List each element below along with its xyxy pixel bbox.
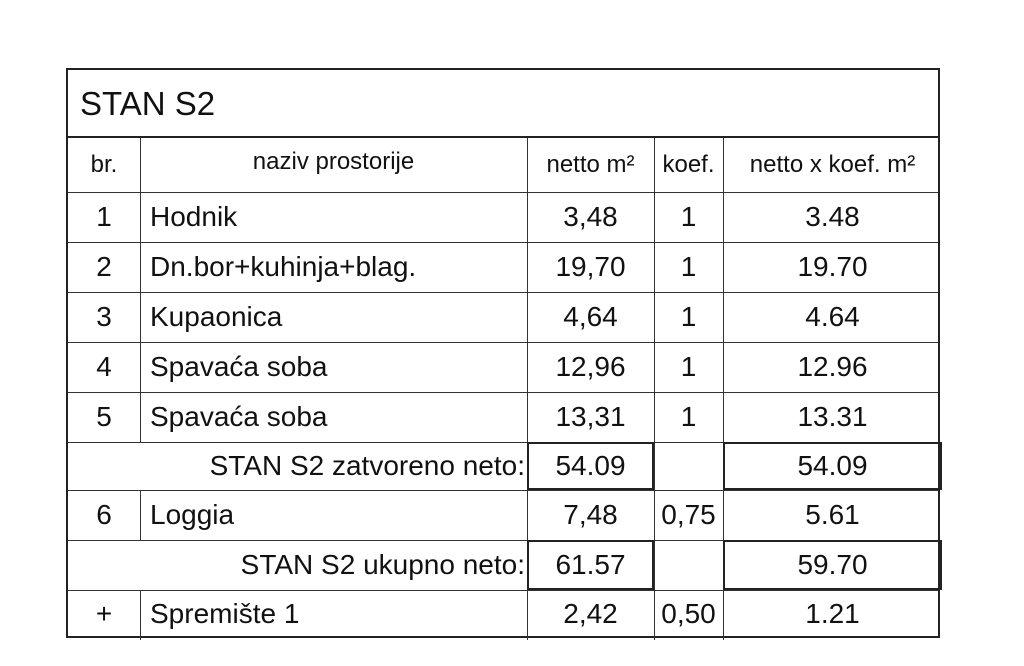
cell-naziv: Loggia xyxy=(150,499,235,530)
room-area-table xyxy=(66,68,940,638)
cell-netto-koef: 3.48 xyxy=(805,201,860,232)
cell-netto: 2,42 xyxy=(563,598,618,629)
cell-naziv: Spavaća soba xyxy=(150,401,328,432)
cell-netto: 4,64 xyxy=(563,301,618,332)
cell-naziv: Spavaća soba xyxy=(150,351,328,382)
cell-koef: 1 xyxy=(680,351,697,382)
cell-br: 6 xyxy=(96,499,112,530)
cell-br: + xyxy=(95,598,113,629)
subtotal-netto: 54.09 xyxy=(555,450,626,481)
cell-naziv: Dn.bor+kuhinja+blag. xyxy=(150,251,417,282)
subtotal-netto-koef: 54.09 xyxy=(797,450,868,481)
cell-koef: 1 xyxy=(680,201,697,232)
cell-br: 2 xyxy=(96,251,112,282)
cell-br: 1 xyxy=(96,201,112,232)
total-label: STAN S2 ukupno neto: xyxy=(240,549,525,580)
cell-br: 3 xyxy=(96,301,112,332)
cell-naziv: Spremište 1 xyxy=(150,598,300,629)
cell-koef: 0,50 xyxy=(661,598,716,629)
cell-netto-koef: 12.96 xyxy=(797,351,868,382)
cell-netto: 12,96 xyxy=(555,351,626,382)
cell-netto-koef: 4.64 xyxy=(805,301,860,332)
header-netto: netto m² xyxy=(546,151,635,178)
cell-netto-koef: 19.70 xyxy=(797,251,868,282)
subtotal-label: STAN S2 zatvoreno neto: xyxy=(209,450,525,481)
cell-netto: 3,48 xyxy=(563,201,618,232)
cell-netto-koef: 1.21 xyxy=(805,598,860,629)
cell-netto: 7,48 xyxy=(563,499,618,530)
cell-koef: 1 xyxy=(680,251,697,282)
cell-naziv: Hodnik xyxy=(150,201,238,232)
header-br: br. xyxy=(90,151,118,178)
header-netto-koef: netto x koef. m² xyxy=(749,151,916,178)
cell-naziv: Kupaonica xyxy=(150,301,283,332)
cell-br: 5 xyxy=(96,401,112,432)
cell-netto: 13,31 xyxy=(555,401,626,432)
cell-koef: 1 xyxy=(680,401,697,432)
header-koef: koef. xyxy=(662,151,715,178)
total-netto-koef: 59.70 xyxy=(797,549,868,580)
cell-netto: 19,70 xyxy=(555,251,626,282)
table-title: STAN S2 xyxy=(68,70,938,138)
cell-koef: 1 xyxy=(680,301,697,332)
header-naziv: naziv prostorije xyxy=(252,148,415,175)
cell-netto-koef: 5.61 xyxy=(805,499,860,530)
cell-koef: 0,75 xyxy=(661,499,716,530)
cell-br: 4 xyxy=(96,351,112,382)
cell-netto-koef: 13.31 xyxy=(797,401,868,432)
total-netto: 61.57 xyxy=(555,549,626,580)
